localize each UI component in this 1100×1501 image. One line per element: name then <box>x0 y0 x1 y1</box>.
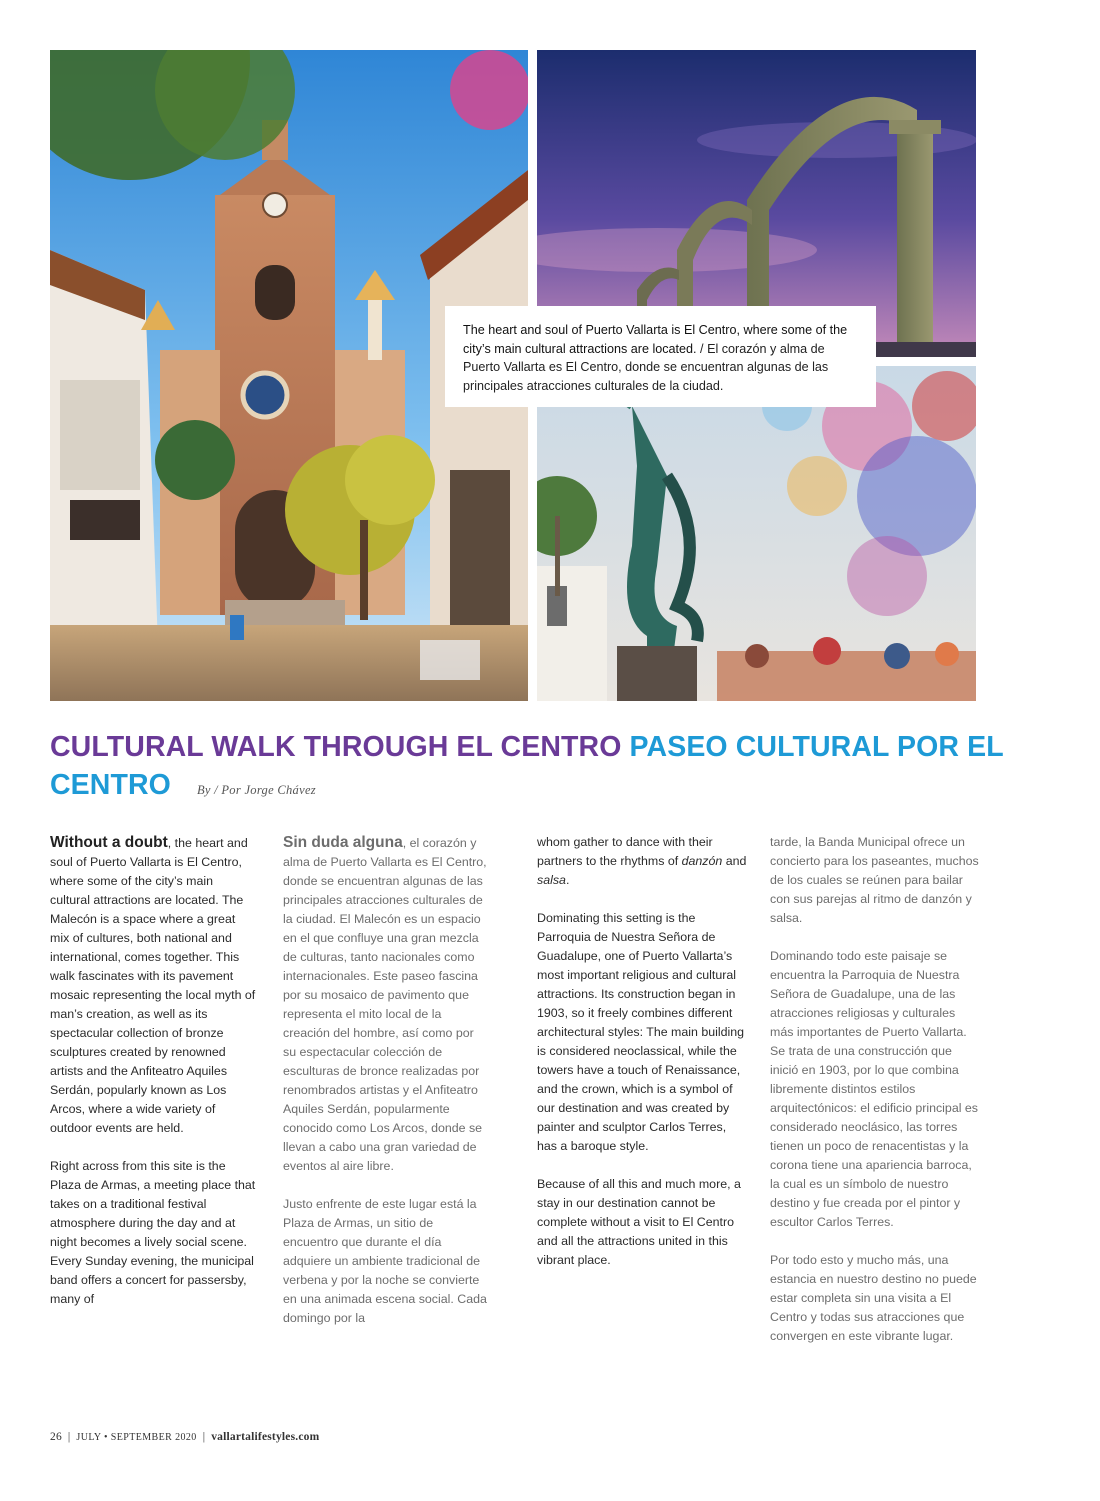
paragraph: Dominando todo este paisaje se encuentra la Parroquia de Nuestra Señora de Guadalupe, una de las atracciones religiosas y culturales más importantes de Puerto Vallarta. Se trata de una construcción que inició en 1903, por lo que combina libremente distintos estilos arquitectónicos: el edificio principal es considerado neoclásico, las torres tienen un poco de renacentistas y la corona tiene una apariencia barroca, la cual es un símbolo de nuestro destino y fue creada por el pintor y escultor Carlos Terres. <box>770 949 978 1229</box>
paragraph: Justo enfrente de este lugar está la Plaza de Armas, un sitio de encuentro que durante el día adquiere un ambiente tradicional de verbena y por la noche se convierte en una animada escena social. Cada domingo por la <box>283 1197 487 1325</box>
article-column-spanish-1 <box>283 833 489 1347</box>
italic-term: salsa <box>537 873 566 887</box>
paragraph <box>537 833 747 890</box>
footer-separator: | <box>67 1431 71 1443</box>
photo-caption <box>445 306 876 407</box>
seahorse-sculpture-photo <box>537 366 976 701</box>
paragraph: Because of all this and much more, a stay in our destination cannot be complete without a visit to El Centro and all the attractions united in this vibrant place. <box>537 1177 741 1267</box>
caption-english: The heart and soul of Puerto Vallarta is El Centro, where some of the city’s main cultural attractions are located. <box>463 323 848 356</box>
article-column-english-2 <box>537 833 747 1289</box>
paragraph-text: , the heart and soul of Puerto Vallarta is El Centro, where some of the city’s main cultural attractions are located. The Malecón is a space where a great mix of cultures, both national and international, comes together. This walk fascinates with its pavement mosaic representing the local myth of man’s creation, as well as its spectacular collection of bronze sculptures created by renowned artists and the Anfiteatro Aquiles Serdán, popularly known as Los Arcos, where a wide variety of outdoor events are held. <box>50 836 256 1135</box>
caption-separator: / <box>696 341 708 356</box>
paragraph-text: and <box>722 854 747 868</box>
italic-term: danzón <box>681 854 723 868</box>
issue-date: JULY • SEPTEMBER 2020 <box>76 1432 197 1443</box>
paragraph <box>50 833 256 1138</box>
lead-in: Without a doubt <box>50 834 168 851</box>
paragraph: Right across from this site is the Plaza de Armas, a meeting place that takes on a traditional festival atmosphere during the day and at night becomes a lively social scene. Every Sunday evening, the municipal band offers a concert for passersby, many of <box>50 1159 256 1306</box>
article-headline <box>50 728 1010 809</box>
paragraph-text: whom gather to dance with their partners to the rhythms of <box>537 835 713 868</box>
paragraph: Dominating this setting is the Parroquia de Nuestra Señora de Guadalupe, one of Puerto Vallarta’s most important religious and cultural attractions. Its construction began in 1903, so it freely combines different architectural styles: The main building is considered neoclassical, while the towers have a touch of Renaissance, and the crown, which is a symbol of our destination and was created by painter and sculptor Carlos Terres, has a baroque style. <box>537 911 745 1153</box>
page-number: 26 <box>50 1431 62 1443</box>
byline: By / Por Jorge Chávez <box>196 783 316 797</box>
paragraph <box>283 833 489 1176</box>
lead-in: Sin duda alguna <box>283 834 403 851</box>
article-column-english-1 <box>50 833 256 1328</box>
footer-separator: | <box>202 1431 206 1443</box>
paragraph-text: , el corazón y alma de Puerto Vallarta es El Centro, donde se encuentran algunas de las principales atracciones culturales de la ciudad. El Malecón es un espacio en el que confluye una gran mezcla de culturas, tanto nacionales como internacionales. Este paseo fascina por su mosaico de pavimento que representa el mito local de la creación del hombre, así como por su espectacular colección de esculturas de bronce realizadas por renombrados artistas y el Anfiteatro Aquiles Serdán, popularmente conocido como Los Arcos, donde se llevan a cabo una gran variedad de eventos al aire libre. <box>283 836 487 1173</box>
caption-spanish: El corazón y alma de Puerto Vallarta es El Centro, donde se encuentran algunas de las principales atracciones culturales de la ciudad. <box>463 341 829 393</box>
paragraph-text: . <box>565 873 570 887</box>
paragraph: Por todo esto y mucho más, una estancia en nuestro destino no puede estar completa sin una visita a El Centro y todas sus atracciones que convergen en este vibrante lugar. <box>770 1253 977 1343</box>
paragraph: tarde, la Banda Municipal ofrece un concierto para los paseantes, muchos de los cuales se reúnen para bailar con sus parejas al ritmo de danzón y salsa. <box>770 835 979 925</box>
headline-spanish: PASEO CULTURAL POR EL CENTRO <box>50 731 1004 801</box>
headline-english: CULTURAL WALK THROUGH EL CENTRO <box>50 731 622 763</box>
page-footer <box>50 1431 319 1443</box>
website-link[interactable]: vallartalifestyles.com <box>211 1431 320 1443</box>
article-column-spanish-2 <box>770 833 980 1365</box>
